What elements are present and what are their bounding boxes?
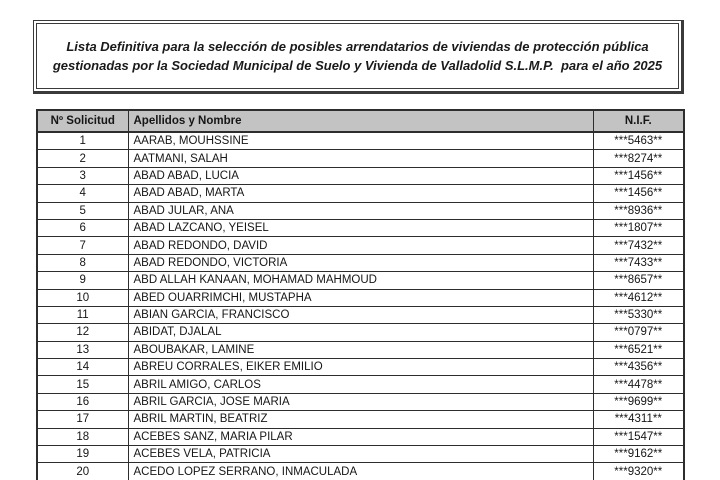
table-row xyxy=(37,393,684,410)
column-header-solicitud: Nº Solicitud xyxy=(37,110,128,132)
table-row xyxy=(37,446,684,463)
cell-nif: ***1456** xyxy=(593,185,684,202)
cell-nombre: ABAD LAZCANO, YEISEL xyxy=(128,219,593,236)
cell-nif: ***7433** xyxy=(593,254,684,271)
table-row xyxy=(37,185,684,202)
table-row xyxy=(37,463,684,480)
cell-nif: ***1807** xyxy=(593,219,684,236)
cell-solicitud: 3 xyxy=(37,167,128,184)
cell-solicitud: 4 xyxy=(37,185,128,202)
cell-nombre: ABRIL GARCIA, JOSE MARIA xyxy=(128,393,593,410)
table-row xyxy=(37,289,684,306)
cell-solicitud: 8 xyxy=(37,254,128,271)
title-box xyxy=(33,20,684,94)
table-row xyxy=(37,428,684,445)
column-header-nif: N.I.F. xyxy=(593,110,684,132)
cell-solicitud: 6 xyxy=(37,219,128,236)
table-header-row xyxy=(37,110,684,132)
cell-solicitud: 20 xyxy=(37,463,128,480)
cell-solicitud: 7 xyxy=(37,237,128,254)
title-box-inner xyxy=(36,23,679,89)
cell-nif: ***5463** xyxy=(593,132,684,150)
table-header xyxy=(37,110,684,132)
table-row xyxy=(37,376,684,393)
cell-nif: ***9699** xyxy=(593,393,684,410)
cell-solicitud: 10 xyxy=(37,289,128,306)
table-row xyxy=(37,237,684,254)
table-row xyxy=(37,411,684,428)
cell-nif: ***4311** xyxy=(593,411,684,428)
cell-nombre: ACEBES SANZ, MARIA PILAR xyxy=(128,428,593,445)
cell-nif: ***4612** xyxy=(593,289,684,306)
table-row xyxy=(37,341,684,358)
cell-nif: ***0797** xyxy=(593,324,684,341)
cell-nif: ***6521** xyxy=(593,341,684,358)
document-title-line-1: Lista Definitiva para la selección de posibles arrendatarios de viviendas de protección pública xyxy=(66,39,649,54)
cell-nombre: ACEDO LOPEZ SERRANO, INMACULADA xyxy=(128,463,593,480)
cell-nombre: ABAD REDONDO, VICTORIA xyxy=(128,254,593,271)
cell-nif: ***8657** xyxy=(593,272,684,289)
table-row xyxy=(37,272,684,289)
cell-nombre: AATMANI, SALAH xyxy=(128,150,593,167)
table-row xyxy=(37,359,684,376)
table-row xyxy=(37,254,684,271)
cell-nombre: ACEBES VELA, PATRICIA xyxy=(128,446,593,463)
cell-solicitud: 19 xyxy=(37,446,128,463)
document-title-line-2: gestionadas por la Sociedad Municipal de Suelo y Vivienda de Valladolid S.L.M.P. para el año 2025 xyxy=(52,58,663,73)
cell-solicitud: 11 xyxy=(37,306,128,323)
cell-solicitud: 15 xyxy=(37,376,128,393)
cell-nif: ***9162** xyxy=(593,446,684,463)
table-row xyxy=(37,202,684,219)
cell-nif: ***7432** xyxy=(593,237,684,254)
cell-nombre: ABREU CORRALES, EIKER EMILIO xyxy=(128,359,593,376)
cell-solicitud: 1 xyxy=(37,132,128,150)
cell-nombre: ABAD REDONDO, DAVID xyxy=(128,237,593,254)
table-row xyxy=(37,219,684,236)
cell-nif: ***8274** xyxy=(593,150,684,167)
cell-nif: ***9320** xyxy=(593,463,684,480)
cell-nombre: AARAB, MOUHSSINE xyxy=(128,132,593,150)
cell-nombre: ABAD ABAD, LUCIA xyxy=(128,167,593,184)
cell-solicitud: 17 xyxy=(37,411,128,428)
applicants-table xyxy=(36,109,685,480)
table-row xyxy=(37,167,684,184)
table-body xyxy=(37,132,684,480)
cell-solicitud: 16 xyxy=(37,393,128,410)
cell-solicitud: 5 xyxy=(37,202,128,219)
cell-nombre: ABAD ABAD, MARTA xyxy=(128,185,593,202)
cell-solicitud: 9 xyxy=(37,272,128,289)
cell-nombre: ABIAN GARCIA, FRANCISCO xyxy=(128,306,593,323)
cell-nif: ***4478** xyxy=(593,376,684,393)
cell-nif: ***1456** xyxy=(593,167,684,184)
cell-nombre: ABOUBAKAR, LAMINE xyxy=(128,341,593,358)
cell-nombre: ABD ALLAH KANAAN, MOHAMAD MAHMOUD xyxy=(128,272,593,289)
cell-nombre: ABRIL AMIGO, CARLOS xyxy=(128,376,593,393)
cell-nif: ***5330** xyxy=(593,306,684,323)
table-row xyxy=(37,132,684,150)
cell-nif: ***1547** xyxy=(593,428,684,445)
cell-solicitud: 18 xyxy=(37,428,128,445)
table-row xyxy=(37,150,684,167)
cell-nombre: ABAD JULAR, ANA xyxy=(128,202,593,219)
cell-nombre: ABIDAT, DJALAL xyxy=(128,324,593,341)
cell-nombre: ABED OUARRIMCHI, MUSTAPHA xyxy=(128,289,593,306)
column-header-nombre: Apellidos y Nombre xyxy=(128,110,593,132)
cell-solicitud: 14 xyxy=(37,359,128,376)
cell-solicitud: 12 xyxy=(37,324,128,341)
cell-solicitud: 2 xyxy=(37,150,128,167)
cell-nombre: ABRIL MARTIN, BEATRIZ xyxy=(128,411,593,428)
table-row xyxy=(37,324,684,341)
table-row xyxy=(37,306,684,323)
cell-nif: ***8936** xyxy=(593,202,684,219)
cell-nif: ***4356** xyxy=(593,359,684,376)
cell-solicitud: 13 xyxy=(37,341,128,358)
